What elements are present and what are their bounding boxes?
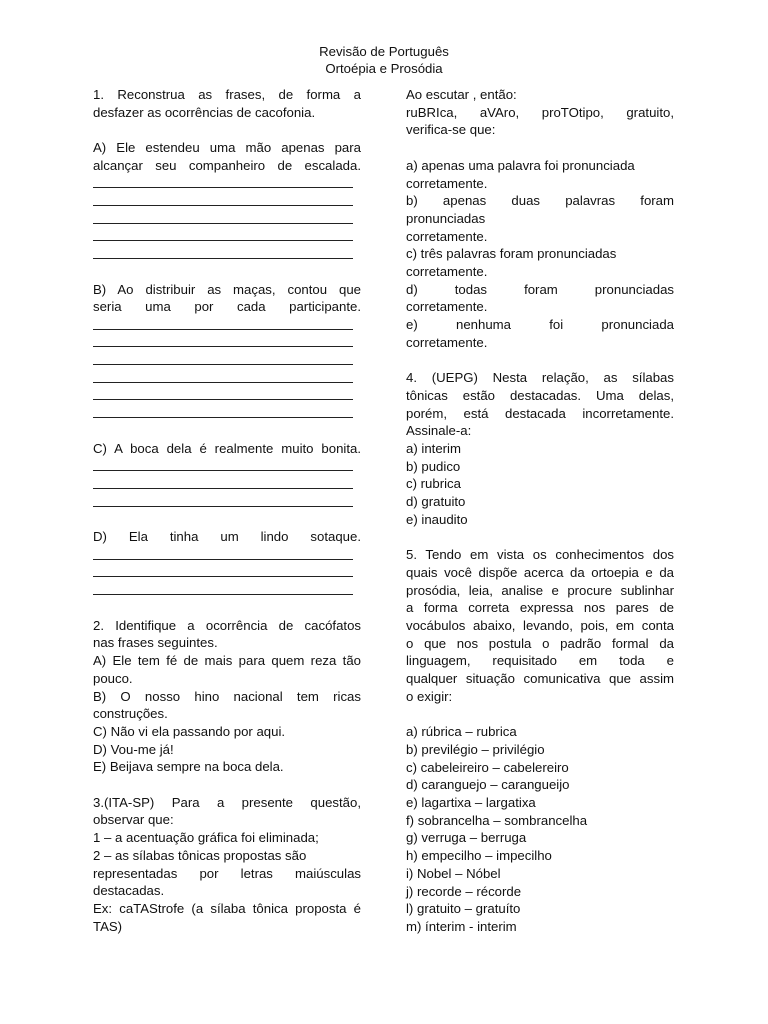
q5-line: o exigir: xyxy=(406,688,453,704)
q1-item-c-line: C) A boca dela é realmente muito bonita. xyxy=(93,440,361,456)
answer-line[interactable] xyxy=(93,316,361,334)
q5-line: a forma correta expressa nos pares de xyxy=(406,600,674,616)
q3-option-b-line: corretamente. xyxy=(406,228,488,244)
q3-line: 2 – as sílabas tônicas propostas são xyxy=(93,847,307,863)
q2-item-a-line: pouco. xyxy=(93,670,133,686)
q5-pair: g) verruga – berruga xyxy=(406,830,527,846)
q1-intro-line: 1. Reconstrua as frases, de forma a xyxy=(93,87,361,102)
answer-line[interactable] xyxy=(93,351,361,369)
title-line: Revisão de Português xyxy=(319,44,449,59)
q1-item-a-line: alcançar seu companheiro de escalada. xyxy=(93,157,361,173)
q5-pair: l) gratuito – gratuíto xyxy=(406,901,521,917)
q4-option: e) inaudito xyxy=(406,511,468,527)
q5-pair: e) lagartixa – largatixa xyxy=(406,795,536,811)
q3-cont-line: verifica-se que: xyxy=(406,122,496,138)
q3-option-e-line: corretamente. xyxy=(406,334,488,350)
answer-line[interactable] xyxy=(93,369,361,387)
answer-line[interactable] xyxy=(93,404,361,422)
q5-line: linguagem, requisitado em toda e xyxy=(406,653,674,669)
q5-line: vocábulos abaixo, levando, pois, em conta xyxy=(406,618,674,634)
q2-item-d-line: D) Vou-me já! xyxy=(93,741,174,757)
q4-line: Assinale-a: xyxy=(406,423,472,439)
q5-line: prosódia, leia, analise e procure sublinhar xyxy=(406,582,674,598)
q2-item-b-line: construções. xyxy=(93,706,168,722)
answer-line[interactable] xyxy=(93,210,361,228)
q5-pair: c) cabeleireiro – cabelereiro xyxy=(406,759,569,775)
q3-line: TAS) xyxy=(93,918,123,934)
page-title xyxy=(0,43,768,77)
q5-pair: h) empecilho – impecilho xyxy=(406,848,552,864)
q3-line: 3.(ITA-SP) Para a presente questão, xyxy=(93,794,361,810)
q3-line: observar que: xyxy=(93,812,174,828)
q4-option: d) gratuito xyxy=(406,494,466,510)
answer-line[interactable] xyxy=(93,334,361,352)
q3-cont-line: Ao escutar , então: xyxy=(406,87,517,102)
q3-option-d-line: corretamente. xyxy=(406,299,488,315)
right-column xyxy=(406,86,674,936)
q1-item-b-line: B) Ao distribuir as maças, contou que xyxy=(93,281,361,297)
q5-pair: f) sobrancelha – sombrancelha xyxy=(406,812,588,828)
q5-pair: m) ínterim - interim xyxy=(406,918,517,934)
q3-option-b-line: b) apenas duas palavras foram xyxy=(406,193,674,209)
q5-pair: a) rúbrica – rubrica xyxy=(406,724,517,740)
q4-option: b) pudico xyxy=(406,458,461,474)
q2-intro-line: nas frases seguintes. xyxy=(93,635,218,651)
q3-line: destacadas. xyxy=(93,883,165,899)
q3-option-b-line: pronunciadas xyxy=(406,210,486,226)
q2-item-a-line: A) Ele tem fé de mais para quem reza tão xyxy=(93,653,361,669)
answer-line[interactable] xyxy=(93,475,361,493)
answer-line[interactable] xyxy=(93,192,361,210)
answer-line[interactable] xyxy=(93,387,361,405)
q1-item-a-line: A) Ele estendeu uma mão apenas para xyxy=(93,140,361,156)
answer-line[interactable] xyxy=(93,493,361,511)
q1-intro-line: desfazer as ocorrências de cacofonia. xyxy=(93,104,316,120)
q2-item-c-line: C) Não vi ela passando por aqui. xyxy=(93,723,286,739)
subtitle-line: Ortoépia e Prosódia xyxy=(325,61,443,76)
q5-pair: j) recorde – récorde xyxy=(406,883,522,899)
q2-item-b-line: B) O nosso hino nacional tem ricas xyxy=(93,688,361,704)
answer-line[interactable] xyxy=(93,175,361,193)
q4-line: 4. (UEPG) Nesta relação, as sílabas xyxy=(406,370,674,386)
q1-item-b-line: seria uma por cada participante. xyxy=(93,299,361,315)
answer-line[interactable] xyxy=(93,228,361,246)
q3-option-d-line: d) todas foram pronunciadas xyxy=(406,281,674,297)
q5-pair: i) Nobel – Nóbel xyxy=(406,865,501,881)
q1-item-d-line: D) Ela tinha um lindo sotaque. xyxy=(93,529,361,545)
q3-cont-line: ruBRIca, aVAro, proTOtipo, gratuito, xyxy=(406,104,674,120)
q5-line: qualquer situação comunicativa que assim xyxy=(406,671,674,687)
answer-line[interactable] xyxy=(93,546,361,564)
q2-item-e-line: E) Beijava sempre na boca dela. xyxy=(93,759,284,775)
q3-option-a-line: a) apenas uma palavra foi pronunciada xyxy=(406,157,635,173)
q3-line: 1 – a acentuação gráfica foi eliminada; xyxy=(93,830,319,846)
q3-option-e-line: e) nenhuma foi pronunciada xyxy=(406,317,674,333)
q3-line: Ex: caTAStrofe (a sílaba tônica proposta é xyxy=(93,900,361,916)
answer-line[interactable] xyxy=(93,245,361,263)
q5-pair: d) caranguejo – carangueijo xyxy=(406,777,570,793)
answer-line[interactable] xyxy=(93,581,361,599)
q5-pair: b) previlégio – privilégio xyxy=(406,741,545,757)
q4-line: tônicas estão destacadas. Uma delas, xyxy=(406,387,674,403)
q2-intro-line: 2. Identifique a ocorrência de cacófatos xyxy=(93,617,361,633)
answer-line[interactable] xyxy=(93,564,361,582)
q4-option: a) interim xyxy=(406,441,461,457)
q5-line: 5. Tendo em vista os conhecimentos dos xyxy=(406,547,674,563)
q3-option-c-line: c) três palavras foram pronunciadas xyxy=(406,246,617,262)
q4-line: porém, está destacada incorretamente. xyxy=(406,405,674,421)
q4-option: c) rubrica xyxy=(406,476,461,492)
q3-option-c-line: corretamente. xyxy=(406,264,488,280)
q5-line: o que nos postula o padrão formal da xyxy=(406,635,674,651)
answer-line[interactable] xyxy=(93,458,361,476)
q3-line: representadas por letras maiúsculas xyxy=(93,865,361,881)
left-column xyxy=(93,86,361,935)
q3-option-a-line: corretamente. xyxy=(406,175,488,191)
q5-line: quais você dispõe acerca da ortoepia e da xyxy=(406,564,674,580)
